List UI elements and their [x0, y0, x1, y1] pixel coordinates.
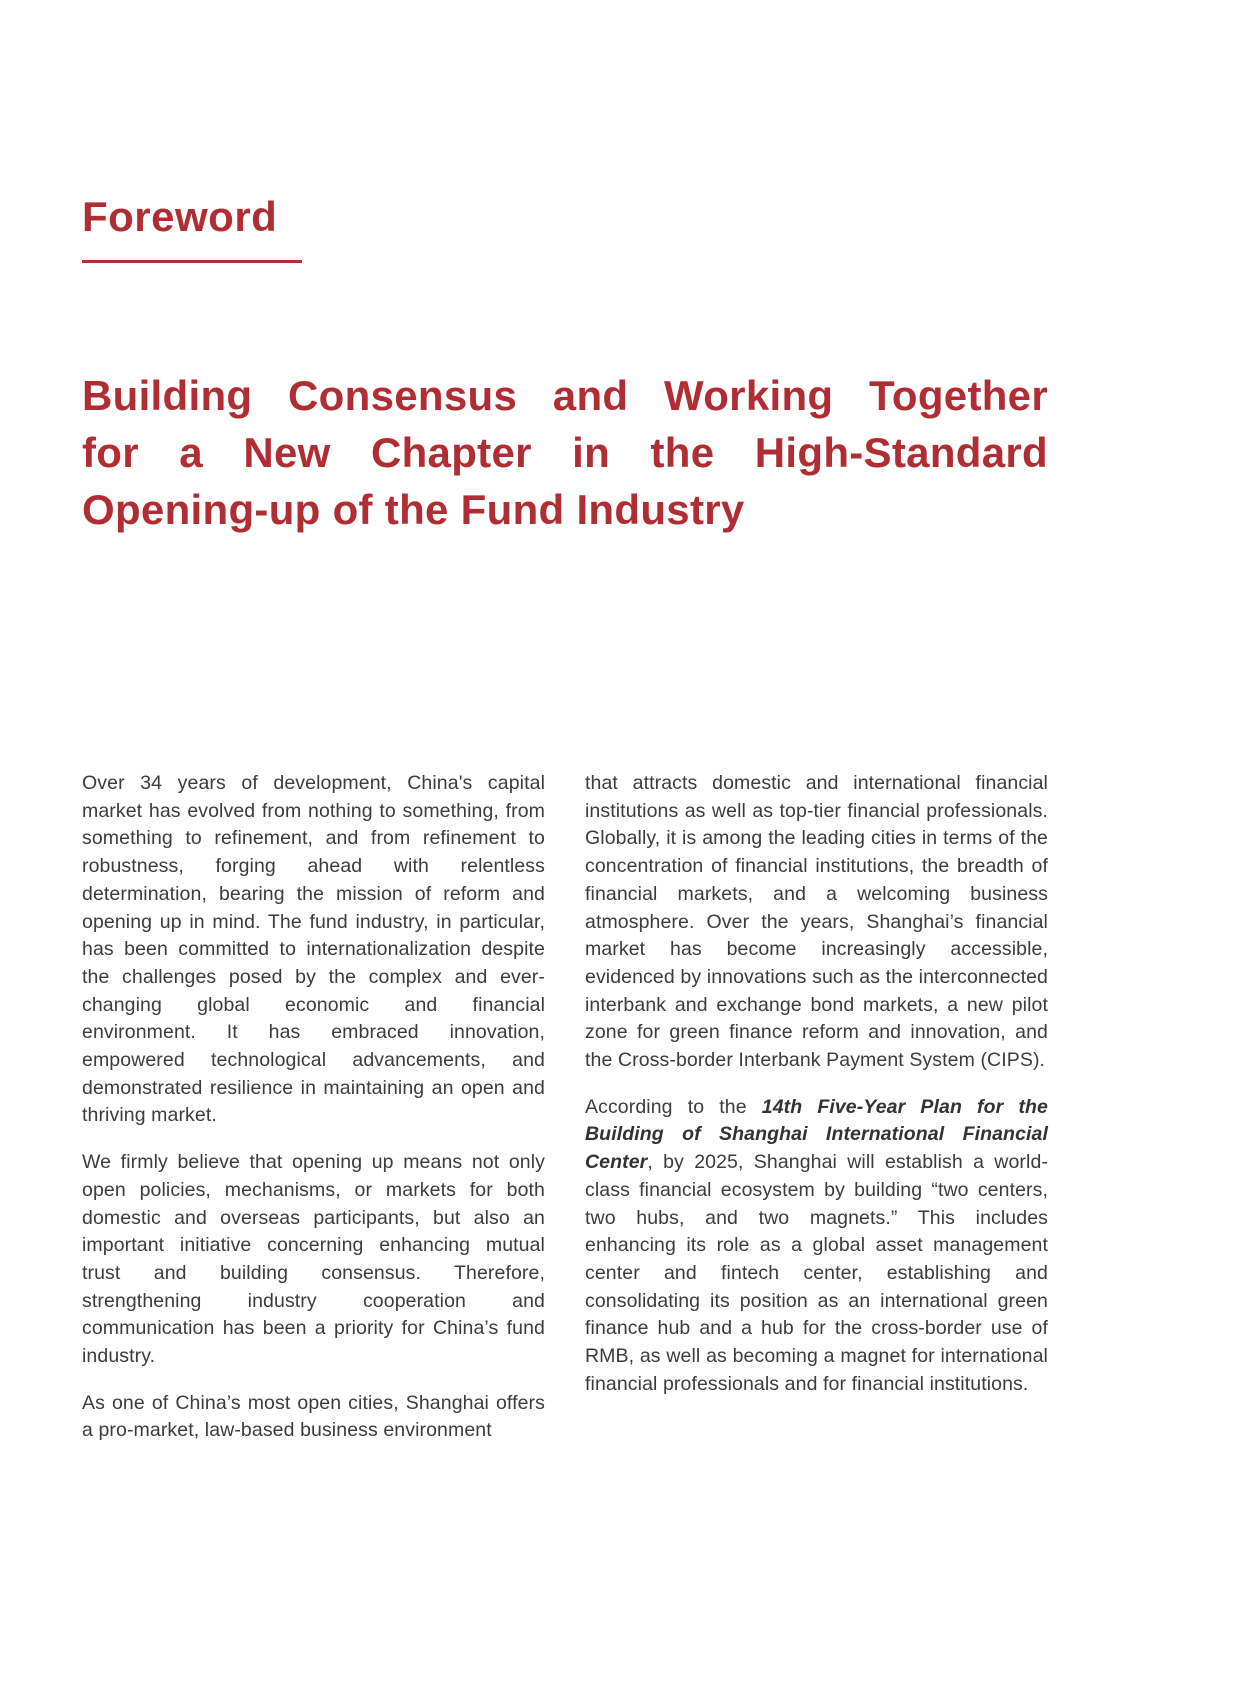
heading-underline: [82, 260, 302, 263]
article-title: [82, 367, 1048, 538]
plan-title-emphasis: 14th Five-Year Plan for the Building of Shanghai International Financial Center: [585, 1095, 1048, 1174]
article-title-line-3: Opening-up of the Fund Industry: [82, 486, 745, 533]
paragraph-shanghai-continued: that attracts domestic and international financial institutions as well as top-tier financial professionals. Globally, it is among the leading cities in terms of the concentration of financial institutions, the breadth of financial markets, and a welcoming business atmosphere. Over the years, Shanghai’s financial market has become increasingly accessible, evidenced by innovations such as the interconnected interbank and exchange bond markets, a new pilot zone for green finance reform and innovation, and the Cross-border Interbank Payment System (CIPS).: [585, 772, 1048, 1072]
plan-paragraph-rest: , by 2025, Shanghai will establish a world-class financial ecosystem by building “two centers, two hubs, and two magnets.” This includes enhancing its role as a global asset management center and fintech center, establishing and consolidating its position as an international green finance hub and a hub for the cross-border use of RMB, as well as becoming a magnet for international financial professionals and for financial institutions.: [585, 1151, 1048, 1395]
paragraph-five-year-plan: [585, 1094, 1048, 1399]
article-title-line-1: Building Consensus and Working Together: [82, 372, 1048, 419]
page-content: [82, 0, 1048, 1445]
plan-paragraph-lead: According to the: [585, 1095, 762, 1118]
left-column: [82, 770, 545, 1445]
right-column: [585, 770, 1048, 1445]
paragraph-opening-up: We firmly believe that opening up means not only open policies, mechanisms, or markets for both domestic and overseas participants, but also an important initiative concerning enhancing mutual trust and building consensus. Therefore, strengthening industry cooperation and communication has been a priority for China’s fund industry.: [82, 1151, 545, 1368]
paragraph-development: Over 34 years of development, China's capital market has evolved from nothing to something, from something to refinement, and from refinement to robustness, forging ahead with relentless determination, bearing the mission of reform and opening up in mind. The fund industry, in particular, has been committed to internationalization despite the challenges posed by the complex and ever-changing global economic and financial environment. It has embraced innovation, empowered technological advancements, and demonstrated resilience in maintaining an open and thriving market.: [82, 772, 545, 1127]
section-heading: Foreword: [82, 193, 278, 240]
body-columns: [82, 770, 1048, 1445]
paragraph-shanghai-intro: As one of China’s most open cities, Shanghai offers a pro-market, law-based business environment: [82, 1391, 545, 1442]
article-title-line-2: for a New Chapter in the High-Standard: [82, 429, 1048, 476]
